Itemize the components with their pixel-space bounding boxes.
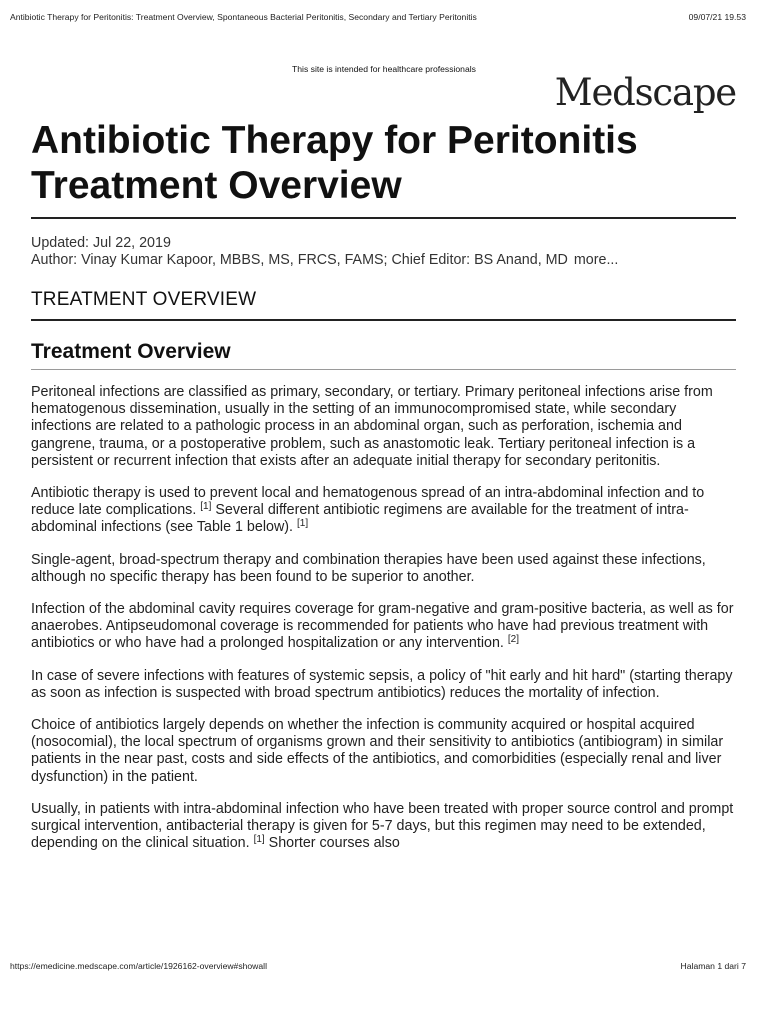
page-url: https://emedicine.medscape.com/article/1926162-overview#showall [10, 961, 267, 971]
title-divider [31, 217, 736, 219]
paragraph-2-text-a: Antibiotic therapy is used to prevent local and hematogenous spread of an intra-abdominal infection and to reduce late complications. [31, 485, 705, 519]
subheading-divider [31, 369, 736, 370]
section-heading: TREATMENT OVERVIEW [31, 289, 257, 310]
page-number: Halaman 1 dari 7 [680, 961, 746, 971]
reference-link[interactable]: [1] [200, 501, 212, 513]
paragraph-7-text-a: Usually, in patients with intra-abdominal infection who have been treated with proper source control and prompt surgical intervention, antibacterial therapy is given for 5-7 days, but this regimen may need to be extended, depending on the clinical situation. [31, 800, 734, 852]
reference-link[interactable]: [1] [296, 518, 309, 530]
reference-link[interactable]: [2] [507, 634, 520, 646]
more-link[interactable]: more... [573, 252, 619, 268]
paragraph-6: Choice of antibiotics largely depends on whether the infection is community acquired or hospital acquired (nosocomial), the local spectrum of organisms grown and their sensitivity to antibiotics (antibiogram) in similar patients in the near past, costs and side effects of the antibiotics, and comorbidities (especially renal and liver dysfunction) in the patient. [31, 717, 724, 785]
paragraph-1: Peritoneal infections are classified as primary, secondary, or tertiary. Primary peritoneal infections arise from hematogenous dissemination, usually in the setting of an immunocompromised state, while secondary infections are related to a pathologic process in an abdominal organ, such as perforation, ischemia and gangrene, trauma, or a postoperative problem, such as anastomotic leak. Tertiary peritoneal infection is a persistent or recurrent infection that exists after an adequate initial therapy for secondary peritonitis. [31, 384, 713, 469]
article-title: Antibiotic Therapy for Peritonitis Treatment Overview [31, 119, 638, 207]
print-footer [10, 961, 746, 971]
paragraph-4-text: Infection of the abdominal cavity requires coverage for gram-negative and gram-positive bacteria, as well as for anaerobes. Antipseudomonal coverage is recommended for patients who have had previous treatment with antibiotics or who have had a prolonged hospitalization or any intervention. [31, 601, 734, 652]
paragraph-2-text-b: Several different antibiotic regimens are available for the treatment of intra-abdominal infections (see Table 1 below). [31, 502, 689, 536]
site-notice: This site is intended for healthcare professionals [292, 64, 476, 74]
updated-date: Updated: Jul 22, 2019 [31, 235, 171, 251]
author-line [31, 252, 618, 269]
print-header [10, 12, 746, 22]
paragraph-3: Single-agent, broad-spectrum therapy and combination therapies have been used against these infections, although no specific therapy has been found to be superior to another. [31, 551, 706, 585]
paragraph-4 [31, 601, 737, 653]
reference-link[interactable]: [1] [253, 834, 265, 846]
paragraph-2 [31, 485, 737, 537]
paragraph-7-text-b: Shorter courses also [264, 835, 400, 852]
subheading: Treatment Overview [31, 340, 231, 363]
article-body [31, 384, 737, 867]
paragraph-7 [31, 801, 737, 853]
section-divider [31, 319, 736, 321]
article-meta [31, 235, 618, 269]
print-header-datetime: 09/07/21 19.53 [688, 12, 746, 22]
author-text: Author: Vinay Kumar Kapoor, MBBS, MS, FRCS, FAMS; Chief Editor: BS Anand, MD [31, 252, 568, 268]
medscape-logo[interactable]: Medscape [554, 71, 736, 114]
paragraph-5: In case of severe infections with features of systemic sepsis, a policy of "hit early and hit hard" (starting therapy as soon as infection is suspected with broad spectrum antibiotics) reduces the mortality of infection. [31, 667, 733, 701]
print-header-title: Antibiotic Therapy for Peritonitis: Treatment Overview, Spontaneous Bacterial Peritonitis, Secondary and Tertiary Peritonitis [10, 12, 477, 22]
